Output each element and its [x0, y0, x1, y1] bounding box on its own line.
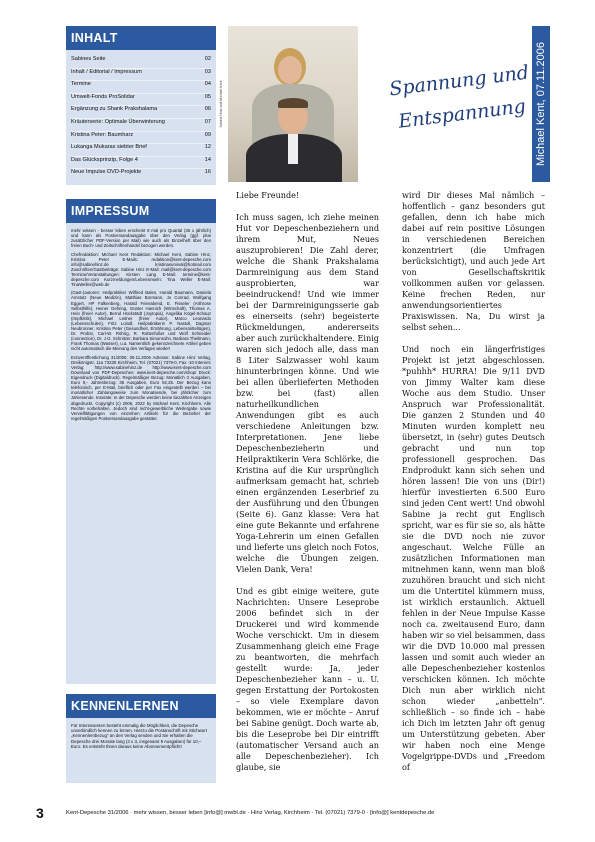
impressum-paragraph: Chefredaktion: Michael Kent Redaktion: Michael Kent, Sabine Hinz, Kristina Peter E-Mails: redaktion@kent-depesche.com info@sabinehinz.de kristinasurvival@hotmail.com Zuschriften/Gastbeiträge: Sabine Hinz E-Mail: mail@kent-depesche.com Termine/Veranstaltungen: Kirsten Lang E-Mail: termine@kent-depesche.com Kurzmeldungen/Lebensinseln: Tina Weller E-Mail: TinaWeller@web.de: [71, 251, 211, 288]
toc-page: 12: [204, 144, 211, 151]
footer-text: Kent-Depesche 31/2006 · mehr wissen, besser leben [info@] mwbl.de · Hinz Verlag, Kirchheim · Tel. (07021) 7379-0 · [info@] kentdepesche.de: [66, 810, 435, 816]
toc-label: Neue Impulse DVD-Projekte: [71, 169, 142, 176]
kennenlernen-heading: KENNENLERNEN: [66, 694, 216, 718]
article-paragraph: Ich muss sagen, ich ziehe meinen Hut vor Depeschenbeziehern und ihrem Mut, Neues auszuprobieren! Die Zahl derer, welche die Shank Prakshalama Darmreinigung aus dem Stand ausprobierten, war beeindruckend! Und wie immer bei der Darmreinigungsserie gab es einerseits (sehr) begeisterte Rückmeldungen, andererseits aber auch zurückhaltendere. Einig waren sich jedoch alle, dass man 8 Liter Salzwasser wohl kaum hinunterbringen könne. Und wie bei allen überlieferten Methoden bzw. bei (fast) allen naturheilkundlichen Anwendungen gibt es auch verschiedene Anleitungen bzw. Interpretationen. Jene liebe Depeschenbezieherin und Heilpraktikerin Vera Schlörke, die Kristina auf die Kur ursprünglich aufmerksam gemacht hat, schrieb einen ergänzenden Leserbrief zu der Ausführung und den Übungen (Seite 6). Ganz klasse: Vera hat eine gute Bekannte und erfahrene Yoga-Lehrerin um einen Gefallen und lieferte uns gleich noch Fotos, welche die Übungen zeigen. Vielen Dank, Vera!: [236, 212, 379, 574]
toc-item: [71, 119, 211, 132]
toc-page: 02: [204, 56, 211, 62]
inhalt-heading: INHALT: [66, 26, 216, 50]
impressum-heading: IMPRESSUM: [66, 199, 216, 223]
toc-item: [71, 169, 211, 181]
toc-page: 03: [204, 68, 211, 75]
toc-label: Inhalt / Editorial / Impressum: [71, 68, 142, 75]
article-paragraph: wird Dir dieses Mal nämlich – hoffentlich – ganz besonders gut gefallen, denn ich habe mich dabei auf rein positive Lösungen in verschiedenen Bereichen konzentriert (die Umfragen berücksichtigt), und auch jede Art von Gesellschaftskritik vollkommen außen vor gelassen. Keine frechen Reden, nur anwendungsorientiertes Praxiswissen. Na, Du wirst ja selbst sehen...: [402, 190, 545, 332]
toc-page: 09: [204, 131, 211, 138]
article-column-1: [236, 190, 379, 830]
toc-label: Kräuterserie: Optimale Überwinterung: [71, 118, 165, 125]
article-column-2: [402, 190, 545, 830]
photo-credit: Sabine Hinz und Michael Kent: [219, 80, 223, 128]
page-footer: [36, 805, 556, 821]
toc-label: Umwelt-Fonds ProSolidar: [71, 93, 135, 100]
toc-page: 04: [204, 81, 211, 88]
toc-item: [71, 106, 211, 119]
toc-page: 07: [204, 118, 211, 125]
kennenlernen-body: Für Interessenten besteht einmalig die Möglichkeit, die Depesche unverbindlich kennen zu lernen. Hierzu die Postanschrift mit Stichwort „Kennenlernbezug" an den Verlag senden und Sie erhalten die Depesche drei Monate lang (3 x 3, insgesamt 9 Ausgaben) für 10,– Euro. Es entsteht Ihnen daraus keine Abonnementpflicht!: [66, 718, 216, 783]
toc-item: [71, 94, 211, 107]
toc-label: Lukanga Mukaras siebter Brief: [71, 144, 147, 151]
toc-item: [71, 132, 211, 145]
article-paragraph: Liebe Freunde!: [236, 190, 300, 200]
toc-item: [71, 144, 211, 157]
man-hair-shape: [278, 98, 308, 108]
man-shirt-shape: [288, 134, 298, 164]
impressum-body: [66, 223, 216, 684]
toc-item: [71, 81, 211, 94]
headline-line-2: Entspannung: [397, 95, 527, 133]
page-number: 3: [36, 805, 44, 821]
article-paragraph: Und noch ein längerfristiges Projekt ist jetzt abgeschlossen. *puhhh* HURRA! Die 9/11 DVD von Jimmy Walter kam diese Woche aus dem Studio. Unser Anspruch war Professionalität. Die ganzen 2 Stunden und 40 Minuten wurden komplett neu übersetzt, in (sehr) gutes Deutsch gebracht und nun top professionell gesprochen. Das Endprodukt kann sich sehen und hören lassen! Die von uns (Dir!) hierfür investierten 6.500 Euro sind jeden Cent wert! Und obwohl Sabine ja recht gut Englisch spricht, war es für sie so, als hätte sie die DVD noch nie zuvor angeschaut. Welche Fülle an zusätzlichen Informationen man mitnehmen kann, wenn man bloß zuzuhören braucht und sich nicht um die Untertitel kümmern muss, ist wirklich erstaunlich. Aktuell fehlen in der Neue Impulse Kasse noch ca. zweitausend Euro, dann haben wir so viel beisammen, dass wir die DVD 10.000 mal pressen lassen und somit auch wieder an alle Depeschenbezieher kostenlos verschicken können. Ich möchte Dich nun aber wirklich nicht schon wieder „anbetteln". schließlich – so finde ich – habe ich Dich im letzten Jahr oft genug um Unterstützung gebeten. Aber wir haben noch eine Menge Vogelgrippe-DVDs und „Freedom of: [402, 344, 545, 772]
impressum-paragraph: Erstveröffentlichung 31/2006: 09.11.2006 Adresse: Sabine Hinz Verlag, Dreikönigstr. 11a 73230 Kirchheim, Tel. (07021) 7379-0, Fax -10 Internet: Verlag: http://www.sabinehinz.de http://www.kent-depesche.com Download von PDF-Depeschen: www.kent-depesche.com/shop/ Druck: Eigendruck (Digitaldruck). Regelmäßiger Bezug: Monatlich 3 Ausgaben, Euro 9,- Jahresbezug: 36 Ausgaben, Euro 92,25. Der Bezug kann telefonisch, per E-Mail, brieflich oder per Fax eingestellt werden – bei monatlicher Zahlungsweise zum Monatsende, bei jährlicher zum Jahresende. Inserate: In der Depesche werden keine bezahlten Anzeigen abgedruckt. Copyright (c) 2006, 2022 by Michael Kent, Kirchheim. Alle Rechte vorbehalten. Jedoch sind nicht-gewerbliche Weitergabe sowie Vervielfältigungen von einzelnen Artikeln für die Bezieher der regelmäßigen Postversandausgabe gestattet.: [71, 354, 211, 421]
article-paragraph: Und es gibt einige weitere, gute Nachrichten: Unsere Leseprobe 2006 befindet sich in der Druckerei und wird kommende Woche verschickt. Um in diesem Zusammenhang gleich eine Frage zu beantworten, die mehrfach gestellt wurde: Ja, jeder Depeschenbezieher kann – u. U. gegen Erstattung der Portokosten – so viele Exemplare davon bekommen, wie er möchte – Anruf bei Sabine genügt. Doch warte ab, bis die Leseprobe bei Dir eintrifft (automatischer Versand auch an alle Depeschenbezieher). Ich glaube, sie: [236, 586, 379, 772]
toc-page: 14: [204, 156, 211, 163]
headline-line-1: Spannung und: [388, 61, 531, 101]
toc-item: [71, 157, 211, 170]
toc-label: Sabines Seite: [71, 56, 106, 62]
toc-page: 05: [204, 93, 211, 100]
toc-label: Das Glücksprinzip, Folge 4: [71, 156, 138, 163]
toc-page: 06: [204, 106, 211, 113]
woman-face-shape: [278, 56, 302, 84]
toc-item: [71, 56, 211, 69]
impressum-paragraph: mehr wissen - besser leben erscheint 9 mal pro Quartal (36 x jährlich) und kann als Postversandausgabe über den Verlag (ggf. plus zusätzlicher PDF-Version per Mail) wie auch als Einzelheft über den freien Buch- und Zeitschriftenhandel bezogen werden.: [71, 227, 211, 249]
toc-page: 16: [204, 169, 211, 176]
author-photo: [228, 26, 358, 182]
toc-label: Termine: [71, 81, 91, 88]
toc-item: [71, 69, 211, 82]
author-date: Michael Kent, 07.11.2006: [535, 42, 547, 166]
sidebar: [66, 26, 216, 783]
toc-label: Kristina Peter: Baumharz: [71, 131, 134, 138]
table-of-contents: [66, 50, 216, 185]
impressum-paragraph: (Gast-)autoren: Heilpraktiker Wilfried Bales, Harald Baumann, Daniela Amstutz (Neue Medizin), Matthias Bormann, Jo Conrad, Wolfgang Eggert, HP Falkenberg, Harald Feierabend, E. Fisseler (Arthrose Selbsthilfe), Heiner Gehring, Günter Hannich (Wirtschaft), Thomas A. Hein (freier Autor), Bernd Hückstädt (Joytopia), Angelika Kögel-Schauz (Impfkritik), Michael Leitner (freier Autor), Marco Leonardo (Lebensschulen), Fritz Loindl, Heilpraktikerin P. Nastoll, Dagmar Neubronner, Kristina Peter (Gesundheit, Ernährung, Lebensmittellügen), Dr. Probst, Carl-W. Röhrig, R. Rottenfußer und Wolf Schneider (connection), Dr. J.G. Schnitzer, Barbara Simonsohn, Barbara Theilmann, Frank Thomas (Wasser), u.a. Namentlich gekennzeichnete Artikel geben nicht automatisch die Meinung des Verlages wieder!: [71, 290, 211, 352]
toc-label: Ergänzung zu Shank Prakshalama: [71, 106, 158, 113]
